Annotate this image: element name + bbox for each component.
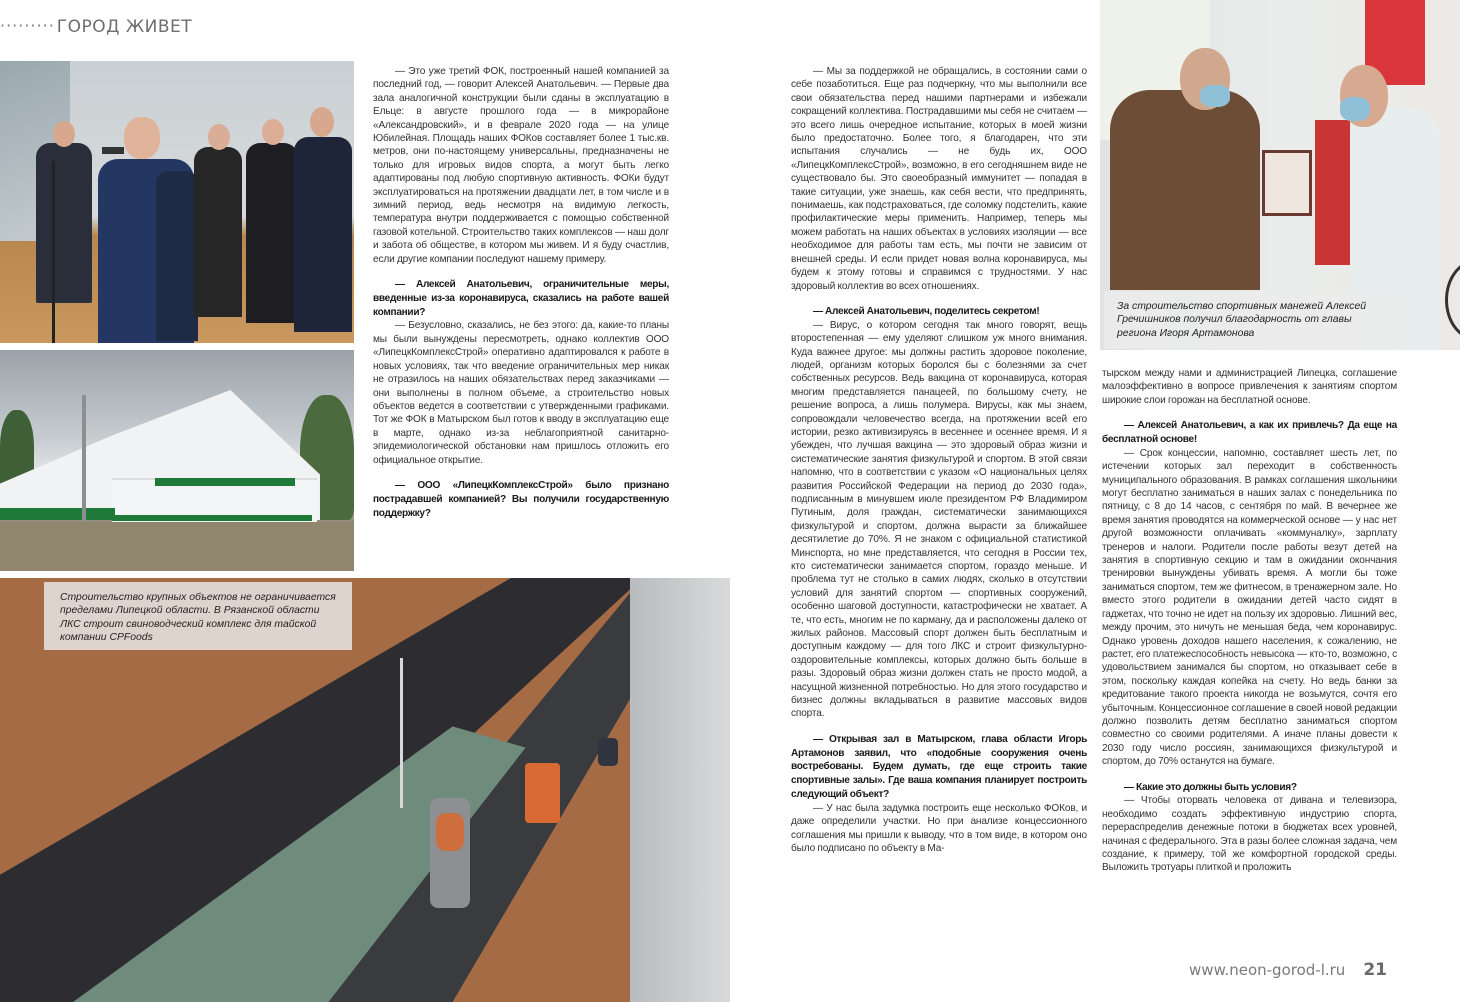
- article-column-1: [373, 65, 669, 520]
- person-head: [262, 119, 284, 145]
- person: [36, 143, 92, 303]
- page-number: 21: [1363, 960, 1387, 980]
- person-brown-jacket: [1110, 90, 1260, 290]
- section-dots: ·········: [0, 15, 55, 35]
- interview-answer: — Мы за поддержкой не обращались, в состоянии сами о себе позаботиться. Еще раз подчеркну, что мы выполнили все свои обязательства перед нашими партнерами и избежали сокращений коллектива. Пострадавшими мы себя не считаем — это всего лишь очередное испытание, которых в моей жизни было предостаточно. Более того, я благодарен, что эти испытания случались — не будь их, ООО «ЛипецкКомплексСтрой», возможно, в его сегодняшнем виде не существовало бы. Это своеобразный иммунитет — попадая в такие ситуации, уже знаешь, как себя вести, что предпринять, понимаешь, как подстраховаться, где соломку подстелить, какие профилактические меры применить. Например, теперь мы можем работать на наших объектах в условиях изоляции — все необходимое для работы там есть, мы почти не зависим от внешней среды. И если придет новая волна коронавируса, мы будем к этому готовы и справимся с трудностями. У нас здоровый коллектив во всех отношениях.: [791, 66, 1087, 292]
- interview-answer: — Срок концессии, напомню, составляет шесть лет, по истечении которых зал переходит в собственность муниципального образования. В рамках соглашения школьники могут бесплатно заниматься в наших залах с понедельника по пятницу, с 8 до 14 часов, с сентября по май. В вечернее же время занятия проводятся на коммерческой основе — у нас нет другой возможности оплачивать «коммуналку», зарплату тренеров и налоги. Родители после работы везут детей на занятия в спортивную секцию и там в ожидании окончания тренировки вынуждены убивать время. А могли бы тоже заниматься спортом, тем же фитнесом, в тренажерном зале. Но вместо этого родители в ожидании детей часто сидят в гаджетах, что точно не идет на пользу их здоровью. Лишний вес, между прочим, это ничуть не меньшая беда, чем коронавирус. Однако уровень доходов нашего населения, к сожалению, не растет, его платежеспособность невысока — кто-то, возможно, с удовольствием занимался бы спортом, но отказывает себе в этом, поскольку каждая копейка на счету. Но ведь банки за кредитование такого проекта никогда не возьмутся, сочтя его убыточным. Концессионное соглашение в своей новой редакции должно позволить детям бесплатно заниматься спортом совместно со своими родителями. А иначе планы довести к 2030 году число россиян, занимающихся физкультурой и спортом, до 70% останутся на бумаге.: [1102, 447, 1397, 768]
- red-panel: [1315, 120, 1350, 265]
- website-url[interactable]: www.neon-gorod-l.ru: [1189, 961, 1346, 979]
- person-head: [208, 124, 230, 150]
- excavator: [525, 763, 560, 823]
- officer: [294, 137, 352, 332]
- photo-speaker-at-podium: [0, 61, 354, 343]
- football-emblem: [1445, 260, 1460, 340]
- person-head: [53, 121, 75, 147]
- interview-question: — Открывая зал в Матырском, глава области Игорь Артамонов заявил, что «подобные сооружения очень востребованы. Будем думать, где еще строить такие спортивные залы». Где ваша компания планирует построить следующий объект?: [791, 733, 1087, 801]
- certificate-frame: [1262, 150, 1312, 216]
- interview-answer: — Чтобы оторвать человека от дивана и телевизора, необходимо создать эффективную индустрию спорта, перераспределив денежные потоки в бюджетах всех уровней, начиная с федерального. Эта в разы более сложная задача, чем создание, к примеру, той же комфортной городской среды. Выложить тротуары плиткой и проложить: [1102, 795, 1397, 874]
- ground: [0, 522, 354, 571]
- paragraph: — Это уже третий ФОК, построенный нашей компанией за последний год, — говорит Алексей Анатольевич. — Первые два зала аналогичной конструкции были сданы в эксплуатацию в Ельце: в августе прошлого года — в микрорайоне «Александровский», и в феврале 2020 года — на улице Юбилейная. Площадь наших ФОКов составляет более 1 тыс.кв. метров, они по-настоящему универсальны, предназначены не только для игровых видов спорта, а могут быть легко адаптированы под любую спортивную активность. ФОКи будут эксплуатироваться на протяжении двадцати лет, в том числе и в зимний период, ведь несмотря на видимую легкость, температура внутри поддерживается с помощью собственной газовой котельной. Строительство таких комплексов — наш долг и забота об обществе, в котором мы живем. И я буду счастлив, если другие компании последуют нашему примеру.: [373, 66, 669, 265]
- face-mask: [1200, 85, 1230, 107]
- person-head: [310, 107, 334, 137]
- photo-sports-complex: [0, 350, 354, 571]
- section-header: [0, 14, 192, 40]
- article-column-2: [791, 65, 1087, 856]
- page-footer: [1189, 960, 1387, 980]
- article-column-3: [1102, 367, 1397, 875]
- green-stripe: [112, 515, 312, 521]
- interview-answer: — У нас была задумка построить еще несколько ФОКов, и даже определили участки. Но при анализе концессионного соглашения мы пришли к выводу, что в том виде, в котором оно было подписано по объекту в Ма-: [791, 802, 1087, 855]
- speaker-head: [124, 117, 160, 159]
- caption-construction-photo: Строительство крупных объектов не ограничивается пределами Липецкой области. В Рязанской области ЛКС строит свиноводческий комплекс для тайской компании CPFoods: [44, 582, 352, 650]
- mixer-drum: [436, 813, 464, 851]
- face-mask: [1340, 97, 1370, 121]
- caption-award-photo: За строительство спортивных манежей Алексей Гречишников получил благодарность от главы региона Игоря Артамонова: [1104, 291, 1398, 349]
- adjacent-building-roof: [630, 578, 730, 1002]
- car: [598, 738, 618, 766]
- interview-answer-continued: тырском между нами и администрацией Липецка, соглашение малоэффективно в вопросе привлечения к занятиям спортом широкие слои горожан на бесплатной основе.: [1102, 368, 1397, 406]
- interview-question: — Какие это должны быть условия?: [1124, 781, 1297, 793]
- green-stripe: [155, 478, 295, 486]
- chimney: [82, 395, 86, 525]
- person: [194, 147, 242, 317]
- person: [156, 171, 198, 341]
- person: [246, 143, 298, 323]
- mic-stand: [52, 161, 55, 343]
- interview-answer: — Безусловно, сказались, не без этого: да, какие-то планы мы были вынуждены пересмотреть, однако коллектив ООО «ЛипецкКомплексСтрой» оперативно адаптировался к работе в новых условиях, так что введение ограничительных мер никак не отразилось на наших обязательствах перед заказчиками — они выполнены в полном объеме, а строительство новых объектов ведется в соответствии с утвержденными графиками. Тот же ФОК в Матырском был готов к вводу в эксплуатацию еще в марте, однако из-за неблагоприятной санитарно-эпидемиологической обстановки нам пришлось отложить его официальное открытие.: [373, 320, 669, 466]
- concrete-pump-boom: [400, 658, 403, 808]
- green-stripe: [0, 508, 115, 520]
- microphone: [102, 147, 124, 154]
- interview-question: — ООО «ЛипецкКомплексСтрой» было признано пострадавшей компанией? Вы получили государственную поддержку?: [373, 479, 669, 519]
- interview-question: — Алексей Анатольевич, поделитесь секретом!: [813, 305, 1040, 317]
- interview-question: — Алексей Анатольевич, а как их привлечь? Да еще на бесплатной основе!: [1102, 420, 1397, 446]
- section-title: ГОРОД ЖИВЕТ: [56, 17, 193, 37]
- interview-answer: — Вирус, о котором сегодня так много говорят, вещь второстепенная — ему уделяют слишком уж много внимания. Куда важнее другое: мы должны растить здоровое поколение, людей, организм которых боролся бы с болезнями за счет собственных ресурсов. Ведь вакцина от коронавируса, которая многим представляется панацеей, по большому счету, не решение вопроса, а лишь полумера. Вирусы, как мы знаем, сопровождали человечество всегда, на протяжении всей его истории, резко активизируясь в весеннее и осеннее время. И я убежден, что лучшая вакцина — это здоровый образ жизни и систематические занятия физкультурой и спортом. В этой связи напомню, что в соответствии с указом «О национальных целях развития Российской Федерации на период до 2030 года», подписанным в минувшем июле президентом РФ Владимиром Путиным, доля граждан, систематически занимающихся физкультурой и спортом, должна вырасти за ближайшее десятилетие до 70%. Я не знаком с официальной статистикой Минспорта, но мне представляется, что сегодня в России тех, кто систематически занимается спортом, гораздо меньше. И проблема тут не столько в самих людях, сколько в отсутствии условий для занятий спортом — спортивных сооружений, особенно шаговой доступности, катастрофически не хватает. А те, что есть, многим не по карману, да и расположены далеко от жилых районов. Массовый спорт должен быть бесплатным и доступным каждому — для того ЛКС и строит физкультурно-оздоровительные комплексы, которых должно быть больше в разы. Здоровый образ жизни должен стать не просто модой, а насущной жизненной потребностью. Но для этого государство и бизнес должны вкладываться в развитие массовых видов спорта.: [791, 319, 1087, 720]
- interview-question: — Алексей Анатольевич, ограничительные меры, введенные из-за коронавируса, сказались на работе вашей компании?: [373, 279, 669, 318]
